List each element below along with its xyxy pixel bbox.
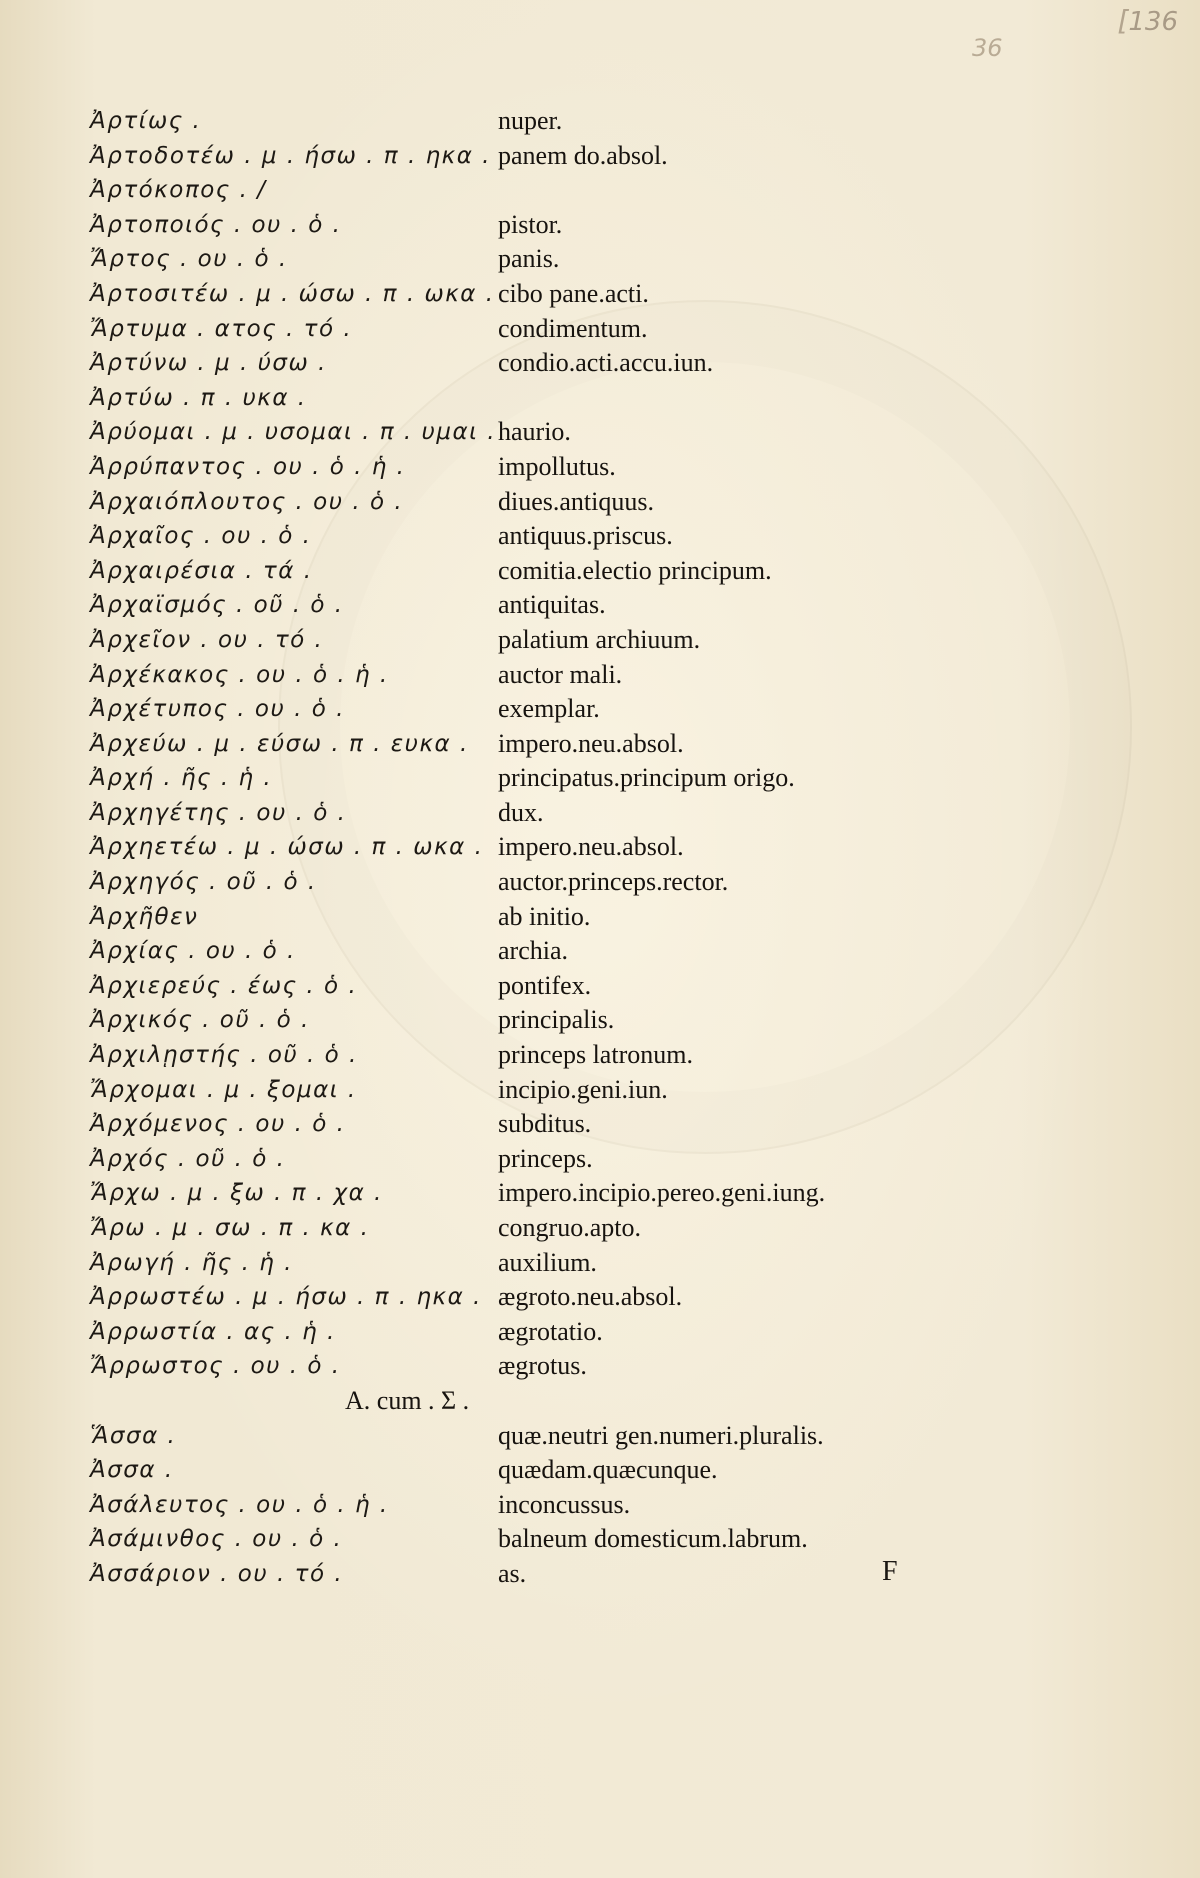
latin-gloss: pistor.	[498, 209, 563, 239]
greek-headword: Ἀρχόμενος . ου . ὁ .	[90, 1111, 346, 1138]
entry-row	[90, 381, 1090, 416]
latin-gloss: haurio.	[498, 417, 571, 447]
greek-headword: Ἄρχω . μ . ξω . π . χα .	[90, 1180, 383, 1207]
entry-row	[90, 796, 1090, 831]
latin-gloss: panem do.absol.	[498, 140, 668, 170]
greek-headword: Ἀρύομαι . μ . υσομαι . π . υμαι .	[90, 419, 497, 446]
greek-headword: Ἀρρύπαντος . ου . ὁ . ἡ .	[90, 453, 406, 480]
entry-row	[90, 865, 1090, 900]
greek-headword: Ἀρχαιρέσια . τά .	[90, 557, 313, 584]
greek-headword: Ἀρχαῖος . ου . ὁ .	[90, 523, 312, 550]
greek-headword: Ἄρω . μ . σω . π . κα .	[90, 1215, 370, 1241]
latin-gloss: principatus.principum origo.	[498, 763, 795, 793]
latin-gloss: balneum domesticum.labrum.	[498, 1524, 808, 1554]
entry-row	[90, 1419, 1090, 1454]
latin-gloss: quæ.neutri gen.numeri.pluralis.	[498, 1420, 824, 1450]
greek-headword: Ἀρωγή . ῆς . ἡ .	[90, 1249, 293, 1276]
entry-row	[90, 415, 1090, 450]
latin-gloss: inconcussus.	[498, 1489, 631, 1519]
entry-row	[90, 900, 1090, 935]
greek-headword: Ἀρχίας . ου . ὁ .	[90, 938, 296, 965]
entry-row	[90, 1349, 1090, 1384]
greek-headword: Ἀσσάριον . ου . τό .	[90, 1560, 344, 1587]
greek-headword: Ἀσάλευτος . ου . ὁ . ἡ .	[90, 1491, 389, 1518]
latin-gloss: palatium archiuum.	[498, 624, 701, 654]
greek-headword: Ἀρχηγός . οῦ . ὁ .	[90, 869, 317, 896]
greek-headword: Ἀρρωστέω . μ . ήσω . π . ηκα .	[90, 1284, 482, 1311]
entry-row	[90, 1246, 1090, 1281]
greek-headword: Ἀρχαϊσμός . οῦ . ὁ .	[90, 592, 344, 619]
latin-gloss: subditus.	[498, 1109, 592, 1139]
latin-gloss: exemplar.	[498, 694, 600, 724]
entry-row	[90, 830, 1090, 865]
latin-gloss: impollutus.	[498, 451, 616, 481]
entry-row	[90, 1003, 1090, 1038]
greek-headword: Ἀρτύω . π . υκα .	[90, 384, 307, 411]
latin-gloss: nuper.	[498, 106, 563, 135]
entry-row	[90, 312, 1090, 347]
greek-headword: Ἀρτοσιτέω . μ . ώσω . π . ωκα .	[90, 280, 495, 307]
latin-gloss: impero.neu.absol.	[498, 728, 684, 758]
greek-headword: Ἄρρωστος . ου . ὁ .	[90, 1353, 341, 1380]
greek-headword: Ἀρχεύω . μ . εύσω . π . ευκα .	[90, 730, 469, 757]
greek-headword: Ἀρτίως .	[90, 108, 202, 134]
greek-headword: Ἄρτος . ου . ὁ .	[90, 246, 288, 273]
latin-gloss: auctor.princeps.rector.	[498, 867, 729, 897]
entry-row	[90, 1211, 1090, 1246]
latin-gloss: impero.incipio.pereo.geni.iung.	[498, 1178, 826, 1208]
entry-row	[90, 104, 1090, 139]
latin-gloss: condimentum.	[498, 313, 648, 343]
entry-row	[90, 1315, 1090, 1350]
latin-gloss: congruo.apto.	[498, 1213, 641, 1242]
greek-headword: Ἀρχιλῃστής . οῦ . ὁ .	[90, 1042, 358, 1069]
entry-row	[90, 1038, 1090, 1073]
greek-headword: Ἀρχιερεύς . έως . ὁ .	[90, 972, 358, 999]
entry-row	[90, 1280, 1090, 1315]
greek-headword: Ἄρχομαι . μ . ξομαι .	[90, 1076, 357, 1103]
latin-gloss: princeps.	[498, 1143, 593, 1173]
greek-headword: Ἀρχέκακος . ου . ὁ . ἡ .	[90, 661, 389, 688]
latin-gloss: panis.	[498, 244, 560, 274]
latin-gloss: diues.antiquus.	[498, 486, 654, 516]
entry-row	[90, 242, 1090, 277]
greek-headword: Ἀρχέτυπος . ου . ὁ .	[90, 696, 345, 723]
entry-row	[90, 1107, 1090, 1142]
entry-row	[90, 139, 1090, 174]
greek-headword: Ἀσάμινθος . ου . ὁ .	[90, 1526, 343, 1553]
entry-row	[90, 277, 1090, 312]
greek-headword: Ἀρχαιόπλουτος . ου . ὁ .	[90, 488, 404, 515]
latin-gloss: antiquus.priscus.	[498, 521, 673, 551]
greek-headword: Ἀρτόκοπος . /	[90, 177, 267, 204]
entry-row	[90, 346, 1090, 381]
greek-headword: Ἄρτυμα . ατος . τό .	[90, 315, 353, 342]
entry-row	[90, 208, 1090, 243]
signature-mark: F	[882, 1556, 898, 1587]
greek-headword: Ἀρτύνω . μ . ύσω .	[90, 350, 327, 377]
greek-headword: Ἀρχεῖον . ου . τό .	[90, 626, 324, 653]
entry-row	[90, 173, 1090, 208]
entry-row	[90, 658, 1090, 693]
latin-gloss: ægrotus.	[498, 1351, 587, 1381]
entry-row	[90, 1488, 1090, 1523]
latin-gloss: impero.neu.absol.	[498, 832, 684, 862]
entry-row	[90, 1453, 1090, 1488]
entry-row	[90, 623, 1090, 658]
latin-gloss: ægrotatio.	[498, 1316, 603, 1346]
latin-gloss: ab initio.	[498, 901, 591, 931]
entry-row	[90, 1073, 1090, 1108]
entry-row	[90, 761, 1090, 796]
section-heading: Α. cum . Σ .	[345, 1385, 470, 1415]
greek-headword: Ἀρχή . ῆς . ἡ .	[90, 765, 273, 792]
folio-text: 136	[1128, 7, 1178, 37]
pencil-number: 36	[972, 34, 1003, 62]
greek-headword: Ἀρχηετέω . μ . ώσω . π . ωκα .	[90, 834, 484, 861]
dictionary-entries	[90, 104, 1090, 1592]
latin-gloss: auctor mali.	[498, 659, 623, 689]
entry-row	[90, 588, 1090, 623]
greek-headword: Ἀρχικός . οῦ . ὁ .	[90, 1007, 310, 1034]
latin-gloss: princeps latronum.	[498, 1040, 693, 1070]
latin-gloss: antiquitas.	[498, 590, 606, 620]
greek-headword: Ἀσσα .	[90, 1457, 174, 1484]
latin-gloss: cibo pane.acti.	[498, 278, 649, 308]
greek-headword: Ἀρρωστία . ας . ἡ .	[90, 1318, 336, 1345]
latin-gloss: as.	[498, 1558, 527, 1588]
entry-row	[90, 727, 1090, 762]
entry-row	[90, 692, 1090, 727]
greek-headword: Ἀρχηγέτης . ου . ὁ .	[90, 799, 347, 826]
folio-bracket-icon: [	[1117, 4, 1129, 37]
greek-headword: Ἀρτοδοτέω . μ . ήσω . π . ηκα .	[90, 142, 491, 169]
greek-headword: Ἅσσα .	[90, 1422, 177, 1449]
latin-gloss: principalis.	[498, 1005, 615, 1035]
entry-row	[90, 554, 1090, 589]
entry-row	[90, 1176, 1090, 1211]
latin-gloss: incipio.geni.iun.	[498, 1074, 668, 1104]
latin-gloss: ægroto.neu.absol.	[498, 1282, 683, 1312]
folio-number	[1117, 4, 1178, 37]
entry-row	[90, 450, 1090, 485]
greek-headword: Ἀρχῆθεν	[90, 903, 199, 930]
entry-row	[90, 1142, 1090, 1177]
latin-gloss: archia.	[498, 936, 569, 966]
greek-headword: Ἀρτοποιός . ου . ὁ .	[90, 211, 342, 238]
latin-gloss: pontifex.	[498, 970, 592, 1000]
latin-gloss: dux.	[498, 797, 544, 827]
entry-row	[90, 519, 1090, 554]
entry-row	[90, 485, 1090, 520]
entry-row	[90, 1557, 1090, 1592]
entry-row	[90, 1522, 1090, 1557]
latin-gloss: auxilium.	[498, 1247, 597, 1277]
greek-headword: Ἀρχός . οῦ . ὁ .	[90, 1145, 286, 1172]
entry-row	[90, 969, 1090, 1004]
latin-gloss: quædam.quæcunque.	[498, 1455, 718, 1485]
latin-gloss: comitia.electio principum.	[498, 555, 772, 585]
section-heading-row	[90, 1384, 1090, 1419]
entry-row	[90, 934, 1090, 969]
latin-gloss: condio.acti.accu.iun.	[498, 348, 714, 378]
